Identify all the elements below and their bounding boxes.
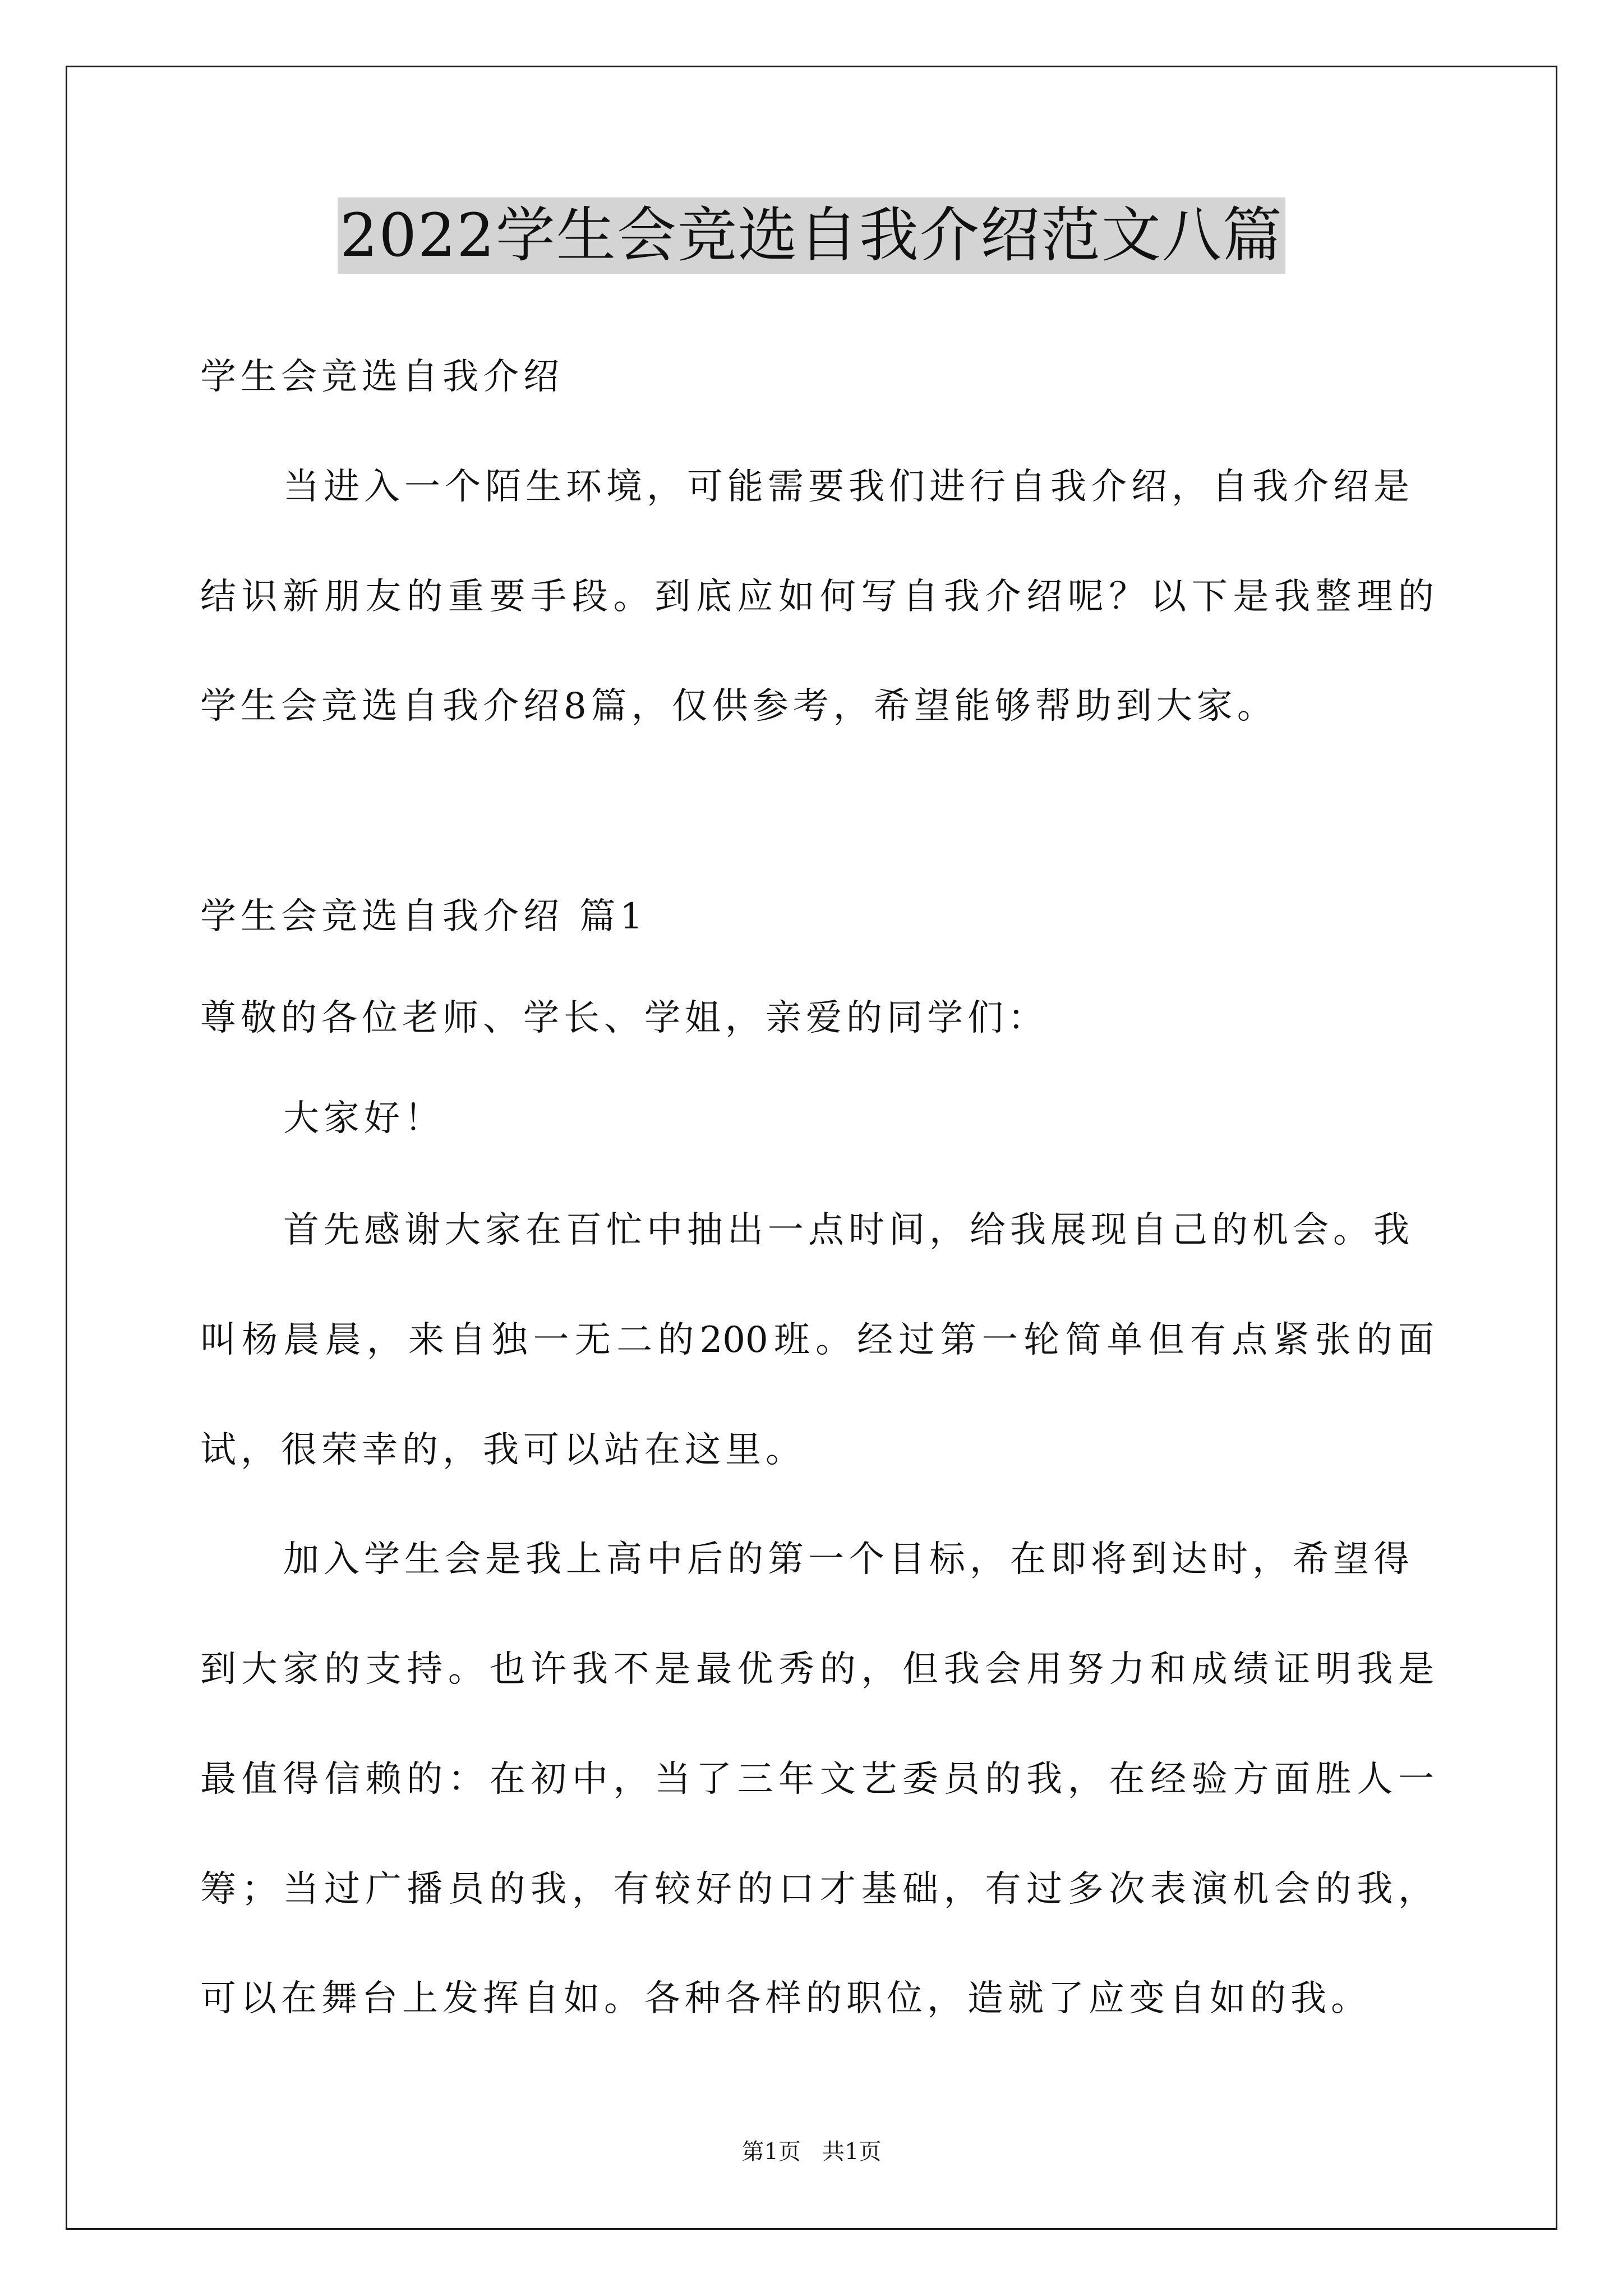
para1-line-1: 首先感谢大家在百忙中抽出一点时间，给我展现自己的机会。我: [283, 1209, 1414, 1251]
para1-line-3: 试，很荣幸的，我可以站在这里。: [200, 1429, 806, 1471]
para2-line-1: 加入学生会是我上高中后的第一个目标，在即将到达时，希望得: [283, 1539, 1414, 1580]
greeting: 大家好！: [283, 1098, 445, 1139]
salutation: 尊敬的各位老师、学长、学姐，亲爱的同学们：: [200, 997, 1048, 1039]
para2-line-5: 可以在舞台上发挥自如。各种各样的职位，造就了应变自如的我。: [200, 1978, 1371, 2019]
para2-line-3: 最值得信赖的：在初中，当了三年文艺委员的我，在经验方面胜人一: [200, 1759, 1434, 1800]
page-footer: 第1页 共1页: [741, 2139, 882, 2165]
document-title: 2022学生会竞选自我介绍范文八篇: [338, 197, 1285, 274]
para2-line-4: 筹；当过广播员的我，有较好的口才基础，有过多次表演机会的我，: [200, 1869, 1434, 1910]
para1-line-2: 叫杨晨晨，来自独一无二的200班。经过第一轮简单但有点紧张的面: [200, 1319, 1434, 1361]
para2-line-2: 到大家的支持。也许我不是最优秀的，但我会用努力和成绩证明我是: [200, 1649, 1434, 1690]
intro-line-2: 结识新朋友的重要手段。到底应如何写自我介绍呢？以下是我整理的: [200, 576, 1434, 618]
intro-line-3: 学生会竞选自我介绍8篇，仅供参考，希望能够帮助到大家。: [200, 685, 1278, 727]
section-heading: 学生会竞选自我介绍: [200, 356, 564, 398]
title-container: [0, 197, 1623, 274]
part1-heading: 学生会竞选自我介绍 篇1: [200, 896, 648, 937]
intro-line-1: 当进入一个陌生环境，可能需要我们进行自我介绍，自我介绍是: [283, 466, 1414, 508]
